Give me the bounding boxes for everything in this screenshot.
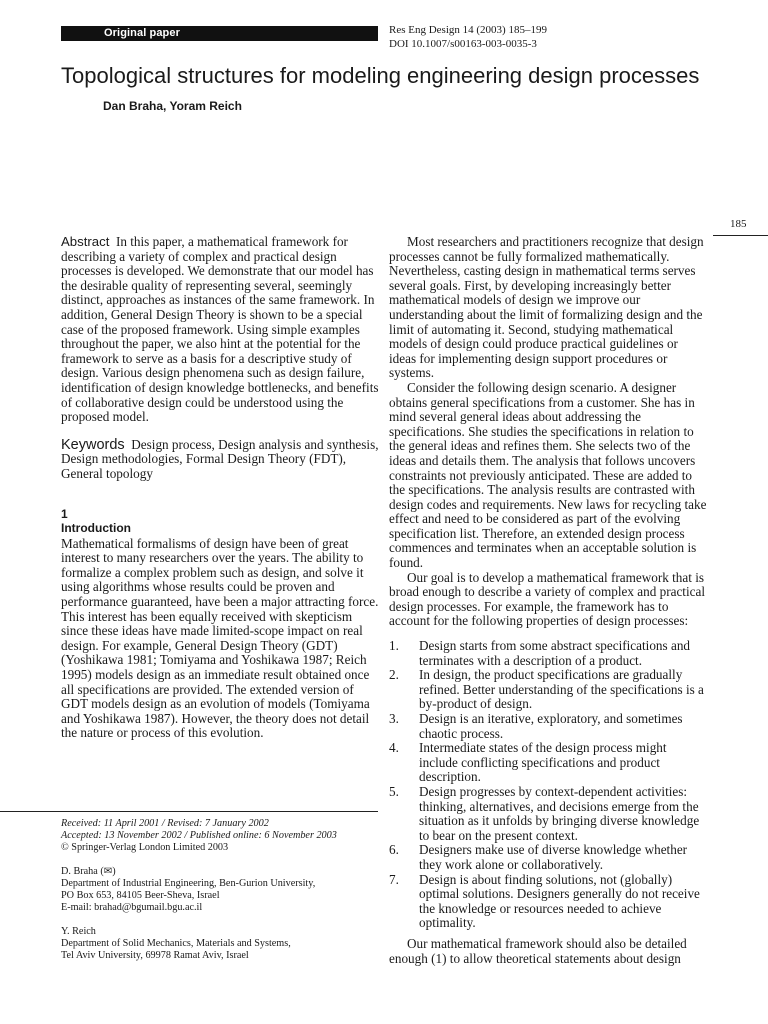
keywords-label: Keywords [61, 436, 125, 453]
abstract-label: Abstract [61, 234, 110, 249]
paragraph: Most researchers and practitioners recognize that design processes cannot be fully formalized mathematically. Nevertheless, casting design in mathematical terms serves several goals. First, by developing increasingly better mathematical models of design we improve our understanding about the limit of formalizing design and the limit of automating it. Second, studying mathematical models of design could produce practical guidelines or ideas for implementing design support procedures or systems. [389, 234, 704, 381]
paragraph: Consider the following design scenario. A designer obtains general specifications from a customer. She has in mind several general ideas about addressing the specifications. She studies the specifications in relation to the general ideas and refines them. She selects two of the ideas and details them. The analysis that follows uncovers constraints not previously anticipated. These are added to the specifications. The analysis results are contrasted with design codes and requirements. New laws for recycling take effect and need to be considered as part of the evolving specification list. Therefore, an extended design process commences and terminates when an acceptable solution is found. [389, 379, 707, 571]
paragraph: Our mathematical framework should also be detailed enough (1) to allow theoretical statements about design [389, 935, 687, 966]
author2-address: Tel Aviv University, 69978 Ramat Aviv, Israel [61, 950, 249, 961]
journal-reference: Res Eng Design 14 (2003) 185–199 [389, 24, 547, 36]
author2-department: Department of Solid Mechanics, Materials and Systems, [61, 938, 291, 949]
list-item: 2. In design, the product specifications are gradually refined. Better understanding of the specifications is a by-product of design. [389, 667, 704, 712]
author1-email[interactable]: E-mail: brahad@bgumail.bgu.ac.il [61, 902, 203, 913]
list-item: 5. Design progresses by context-dependent activities: thinking, alternatives, and decisions emerge from the situation as it unfolds by bringing diverse knowledge to bear on the present context. [389, 783, 700, 843]
section-title: Introduction [61, 521, 131, 536]
authors: Dan Braha, Yoram Reich [103, 99, 242, 113]
list-item: 6. Designers make use of diverse knowledge whether they work alone or collaboratively. [389, 842, 688, 872]
paper-title: Topological structures for modeling engineering design processes [61, 63, 700, 88]
doi: DOI 10.1007/s00163-003-0035-3 [389, 38, 537, 50]
abstract-text: In this paper, a mathematical framework for describing a variety of complex and practical design processes is developed. We demonstrate that our model has the desirable quality of representing several, seemingly distinct, approaches as instances of the same framework. In addition, General Design Theory is shown to be a special case of the proposed framework. Using simple examples throughout the paper, we also hint at the potential for the framework to serve as a basis for a descriptive study of design. Various design phenomena such as design failure, identification of design knowledge bottlenecks, and benefits of collaborative design could be understood using the proposed model. [61, 234, 379, 425]
article-footer [61, 818, 381, 962]
list-item: 7. Design is about finding solutions, not (globally) optimal solutions. Designers generally do not receive the knowledge or resources needed to achieve optimality. [389, 871, 700, 931]
author2-name: Y. Reich [61, 926, 96, 937]
keywords [61, 438, 379, 482]
author1-name: D. Braha (✉) [61, 866, 116, 877]
author1-address: PO Box 653, 84105 Beer-Sheva, Israel [61, 890, 220, 901]
list-item: 1. Design starts from some abstract specifications and terminates with a description of a product. [389, 638, 691, 668]
design-properties-list [389, 639, 707, 931]
page-number: 185 [730, 218, 747, 230]
page-number-rule [713, 235, 768, 236]
list-item: 3. Design is an iterative, exploratory, and sometimes chaotic process. [389, 711, 683, 741]
copyright: © Springer-Verlag London Limited 2003 [61, 842, 229, 853]
introduction-text: Mathematical formalisms of design have been of great interest to many researchers over the years. The ability to formalize a complex problem such as design, and solve it using algorithms whose results could be proven and performance guaranteed, have been a major attracting force. This interest has been equally received with skepticism since these ideas have made limited-scope impact on real design. For example, General Design Theory (GDT) (Yoshikawa 1981; Tomiyama and Yoshikawa 1987; Reich 1995) models design as an immediate result obtained once all specifications are provided. The extended version of GDT models design as an evolution of models (Tomiyama and Yoshikawa 1987). However, the theory does not detail the nature or process of this evolution. [61, 535, 379, 741]
accepted-dates: Accepted: 13 November 2002 / Published online: 6 November 2003 [61, 830, 337, 841]
list-item: 4. Intermediate states of the design process might include conflicting specifications and product description. [389, 740, 667, 785]
left-column [61, 235, 379, 741]
right-column [389, 235, 707, 966]
author1-department: Department of Industrial Engineering, Ben-Gurion University, [61, 878, 316, 889]
abstract [61, 235, 379, 425]
keywords-text: Design process, Design analysis and synthesis, Design methodologies, Formal Design Theory (FDT), General topology [61, 436, 379, 481]
article-type-label: Original paper [104, 27, 180, 39]
received-dates: Received: 11 April 2001 / Revised: 7 January 2002 [61, 818, 269, 829]
footnote-rule [0, 811, 378, 812]
section-number: 1 [61, 506, 68, 521]
paragraph: Our goal is to develop a mathematical framework that is broad enough to describe a variety of complex and practical design processes. For example, the framework has to account for the following properties of design processes: [389, 569, 706, 629]
